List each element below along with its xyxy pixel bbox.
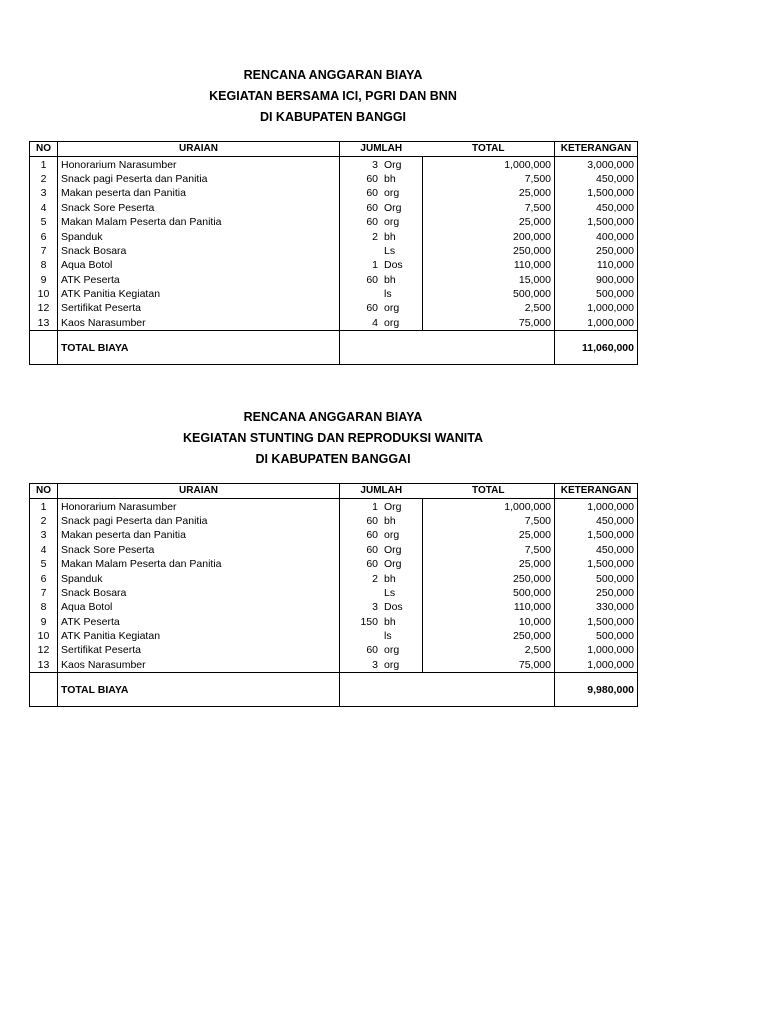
total-value: 9,980,000 bbox=[555, 673, 638, 707]
row-total: 110,000 bbox=[555, 258, 638, 272]
row-description: ATK Panitia Kegiatan bbox=[58, 629, 340, 643]
row-total: 1,500,000 bbox=[555, 615, 638, 629]
row-quantity bbox=[340, 287, 423, 301]
row-description: Makan peserta dan Panitia bbox=[58, 186, 340, 200]
row-number: 5 bbox=[30, 557, 58, 571]
total-label: TOTAL BIAYA bbox=[58, 331, 340, 365]
row-unit-price: 7,500 bbox=[423, 543, 555, 557]
row-total: 1,500,000 bbox=[555, 186, 638, 200]
row-unit: bh bbox=[384, 273, 396, 286]
row-quantity-value: 3 bbox=[372, 158, 378, 171]
row-unit-price: 110,000 bbox=[423, 600, 555, 614]
row-unit-price: 250,000 bbox=[423, 571, 555, 585]
header-total: TOTAL bbox=[423, 142, 555, 157]
row-unit: Org bbox=[384, 201, 402, 214]
row-total: 1,500,000 bbox=[555, 528, 638, 542]
header-jumlah: JUMLAH bbox=[340, 142, 423, 157]
header-no: NO bbox=[30, 484, 58, 499]
title-line-2: KEGIATAN STUNTING DAN REPRODUKSI WANITA bbox=[183, 431, 483, 445]
row-quantity-value: 60 bbox=[366, 529, 378, 542]
header-total: TOTAL bbox=[423, 484, 555, 499]
table-row bbox=[30, 157, 638, 172]
row-unit: org bbox=[384, 644, 400, 657]
row-description: Spanduk bbox=[58, 229, 340, 243]
row-number: 7 bbox=[30, 244, 58, 258]
row-description: Sertifikat Peserta bbox=[58, 301, 340, 315]
row-quantity bbox=[340, 157, 423, 172]
row-number: 10 bbox=[30, 287, 58, 301]
row-description: Kaos Narasumber bbox=[58, 658, 340, 673]
table-row bbox=[30, 499, 638, 514]
title-line-3: DI KABUPATEN BANGGAI bbox=[255, 452, 411, 466]
row-quantity-value: 2 bbox=[372, 230, 378, 243]
table-row bbox=[30, 186, 638, 200]
row-quantity-value: 1 bbox=[372, 259, 378, 272]
row-quantity bbox=[340, 629, 423, 643]
row-total: 450,000 bbox=[555, 543, 638, 557]
row-quantity-value: 60 bbox=[366, 273, 378, 286]
row-number: 9 bbox=[30, 615, 58, 629]
row-description: ATK Panitia Kegiatan bbox=[58, 287, 340, 301]
table-row bbox=[30, 571, 638, 585]
row-unit-price: 7,500 bbox=[423, 514, 555, 528]
row-number: 13 bbox=[30, 316, 58, 331]
row-unit-price: 200,000 bbox=[423, 229, 555, 243]
header-keterangan: KETERANGAN bbox=[555, 142, 638, 157]
row-number: 12 bbox=[30, 643, 58, 657]
total-value: 11,060,000 bbox=[555, 331, 638, 365]
header-keterangan: KETERANGAN bbox=[555, 484, 638, 499]
table-row bbox=[30, 301, 638, 315]
row-unit-price: 110,000 bbox=[423, 258, 555, 272]
row-quantity bbox=[340, 201, 423, 215]
table-row bbox=[30, 615, 638, 629]
row-quantity-value: 60 bbox=[366, 302, 378, 315]
row-unit: ls bbox=[384, 288, 392, 301]
table-row bbox=[30, 229, 638, 243]
row-quantity bbox=[340, 316, 423, 331]
table-row bbox=[30, 543, 638, 557]
budget-table bbox=[29, 483, 638, 707]
row-unit-price: 250,000 bbox=[423, 244, 555, 258]
total-row bbox=[30, 331, 638, 365]
row-total: 400,000 bbox=[555, 229, 638, 243]
row-description: Honorarium Narasumber bbox=[58, 157, 340, 172]
header-uraian: URAIAN bbox=[58, 484, 340, 499]
title-line-3: DI KABUPATEN BANGGI bbox=[259, 110, 407, 124]
row-unit-price: 25,000 bbox=[423, 528, 555, 542]
row-quantity-value: 1 bbox=[372, 500, 378, 513]
row-total: 500,000 bbox=[555, 571, 638, 585]
row-unit: Dos bbox=[384, 601, 403, 614]
row-quantity-value: 60 bbox=[366, 172, 378, 185]
row-description: Makan Malam Peserta dan Panitia bbox=[58, 215, 340, 229]
row-quantity bbox=[340, 514, 423, 528]
row-number: 10 bbox=[30, 629, 58, 643]
budget-section-1 bbox=[29, 65, 637, 365]
row-number: 6 bbox=[30, 229, 58, 243]
row-total: 450,000 bbox=[555, 514, 638, 528]
row-unit: org bbox=[384, 316, 400, 329]
row-number: 8 bbox=[30, 258, 58, 272]
row-unit: ls bbox=[384, 630, 392, 643]
table-header-row bbox=[30, 142, 638, 157]
row-unit-price: 500,000 bbox=[423, 287, 555, 301]
total-row bbox=[30, 673, 638, 707]
row-total: 450,000 bbox=[555, 201, 638, 215]
row-unit: Org bbox=[384, 500, 402, 513]
row-unit: Org bbox=[384, 158, 402, 171]
row-description: Aqua Botol bbox=[58, 600, 340, 614]
row-quantity bbox=[340, 586, 423, 600]
row-quantity bbox=[340, 528, 423, 542]
row-total: 1,000,000 bbox=[555, 301, 638, 315]
budget-table bbox=[29, 141, 638, 365]
row-number: 2 bbox=[30, 514, 58, 528]
row-unit-price: 10,000 bbox=[423, 615, 555, 629]
row-total: 500,000 bbox=[555, 629, 638, 643]
row-description: Makan peserta dan Panitia bbox=[58, 528, 340, 542]
row-quantity bbox=[340, 186, 423, 200]
row-quantity bbox=[340, 301, 423, 315]
row-total: 250,000 bbox=[555, 244, 638, 258]
row-unit-price: 2,500 bbox=[423, 301, 555, 315]
title-line-1: RENCANA ANGGARAN BIAYA bbox=[243, 68, 423, 82]
row-unit-price: 75,000 bbox=[423, 658, 555, 673]
table-row bbox=[30, 586, 638, 600]
row-description: Makan Malam Peserta dan Panitia bbox=[58, 557, 340, 571]
row-number: 12 bbox=[30, 301, 58, 315]
row-number: 2 bbox=[30, 172, 58, 186]
row-unit-price: 75,000 bbox=[423, 316, 555, 331]
row-unit-price: 500,000 bbox=[423, 586, 555, 600]
table-row bbox=[30, 629, 638, 643]
row-unit-price: 15,000 bbox=[423, 273, 555, 287]
row-total: 330,000 bbox=[555, 600, 638, 614]
table-row bbox=[30, 658, 638, 673]
row-total: 1,000,000 bbox=[555, 643, 638, 657]
table-header-row bbox=[30, 484, 638, 499]
total-row-blank bbox=[30, 331, 58, 365]
row-quantity bbox=[340, 215, 423, 229]
document-title bbox=[29, 407, 637, 470]
row-description: ATK Peserta bbox=[58, 615, 340, 629]
table-row bbox=[30, 287, 638, 301]
row-quantity-value: 3 bbox=[372, 658, 378, 671]
row-unit: bh bbox=[384, 514, 396, 527]
row-quantity bbox=[340, 600, 423, 614]
row-unit-price: 7,500 bbox=[423, 201, 555, 215]
row-number: 1 bbox=[30, 499, 58, 514]
row-quantity bbox=[340, 273, 423, 287]
row-quantity-value: 60 bbox=[366, 216, 378, 229]
row-unit: Ls bbox=[384, 244, 396, 257]
row-total: 3,000,000 bbox=[555, 157, 638, 172]
total-row-blank bbox=[340, 673, 555, 707]
row-quantity bbox=[340, 258, 423, 272]
row-unit: org bbox=[384, 658, 400, 671]
header-no: NO bbox=[30, 142, 58, 157]
row-number: 3 bbox=[30, 186, 58, 200]
row-unit: Org bbox=[384, 558, 402, 571]
table-row bbox=[30, 258, 638, 272]
row-unit: bh bbox=[384, 230, 396, 243]
row-total: 1,500,000 bbox=[555, 557, 638, 571]
row-quantity-value: 60 bbox=[366, 558, 378, 571]
row-unit: bh bbox=[384, 572, 396, 585]
row-unit: org bbox=[384, 216, 400, 229]
row-quantity-value: 60 bbox=[366, 514, 378, 527]
row-quantity-value: 3 bbox=[372, 601, 378, 614]
row-description: Aqua Botol bbox=[58, 258, 340, 272]
row-total: 500,000 bbox=[555, 287, 638, 301]
table-row bbox=[30, 600, 638, 614]
table-row bbox=[30, 316, 638, 331]
row-number: 7 bbox=[30, 586, 58, 600]
row-unit-price: 7,500 bbox=[423, 172, 555, 186]
row-unit: bh bbox=[384, 615, 396, 628]
row-number: 5 bbox=[30, 215, 58, 229]
row-unit-price: 25,000 bbox=[423, 557, 555, 571]
row-quantity-value: 2 bbox=[372, 572, 378, 585]
row-number: 3 bbox=[30, 528, 58, 542]
table-row bbox=[30, 557, 638, 571]
row-number: 1 bbox=[30, 157, 58, 172]
row-unit-price: 2,500 bbox=[423, 643, 555, 657]
table-row bbox=[30, 643, 638, 657]
table-row bbox=[30, 273, 638, 287]
row-unit-price: 25,000 bbox=[423, 215, 555, 229]
row-total: 1,500,000 bbox=[555, 215, 638, 229]
row-unit: Dos bbox=[384, 259, 403, 272]
row-quantity-value: 4 bbox=[372, 316, 378, 329]
row-total: 1,000,000 bbox=[555, 316, 638, 331]
row-quantity bbox=[340, 557, 423, 571]
table-row bbox=[30, 528, 638, 542]
row-description: Snack pagi Peserta dan Panitia bbox=[58, 514, 340, 528]
row-total: 1,000,000 bbox=[555, 658, 638, 673]
row-description: Honorarium Narasumber bbox=[58, 499, 340, 514]
row-quantity-value: 60 bbox=[366, 187, 378, 200]
row-description: Snack Sore Peserta bbox=[58, 543, 340, 557]
row-unit: Ls bbox=[384, 586, 396, 599]
row-description: Snack Bosara bbox=[58, 244, 340, 258]
row-number: 4 bbox=[30, 201, 58, 215]
row-total: 900,000 bbox=[555, 273, 638, 287]
row-description: Snack Bosara bbox=[58, 586, 340, 600]
row-unit-price: 1,000,000 bbox=[423, 157, 555, 172]
row-total: 450,000 bbox=[555, 172, 638, 186]
row-description: Kaos Narasumber bbox=[58, 316, 340, 331]
row-quantity-value: 60 bbox=[366, 201, 378, 214]
table-row bbox=[30, 201, 638, 215]
row-quantity-value: 150 bbox=[360, 615, 378, 628]
row-unit-price: 1,000,000 bbox=[423, 499, 555, 514]
row-number: 13 bbox=[30, 658, 58, 673]
row-quantity bbox=[340, 244, 423, 258]
table-row bbox=[30, 172, 638, 186]
row-unit: org bbox=[384, 187, 400, 200]
row-unit: org bbox=[384, 529, 400, 542]
table-row bbox=[30, 215, 638, 229]
row-quantity bbox=[340, 229, 423, 243]
row-number: 6 bbox=[30, 571, 58, 585]
row-quantity bbox=[340, 543, 423, 557]
row-unit-price: 25,000 bbox=[423, 186, 555, 200]
header-jumlah: JUMLAH bbox=[340, 484, 423, 499]
row-description: Spanduk bbox=[58, 571, 340, 585]
row-unit-price: 250,000 bbox=[423, 629, 555, 643]
row-quantity bbox=[340, 172, 423, 186]
row-quantity bbox=[340, 643, 423, 657]
total-row-blank bbox=[30, 673, 58, 707]
budget-section-2 bbox=[29, 407, 637, 707]
row-number: 9 bbox=[30, 273, 58, 287]
row-quantity bbox=[340, 571, 423, 585]
row-description: Snack Sore Peserta bbox=[58, 201, 340, 215]
row-unit: Org bbox=[384, 543, 402, 556]
document-title bbox=[29, 65, 637, 128]
row-unit: bh bbox=[384, 172, 396, 185]
row-description: Snack pagi Peserta dan Panitia bbox=[58, 172, 340, 186]
row-number: 8 bbox=[30, 600, 58, 614]
row-description: ATK Peserta bbox=[58, 273, 340, 287]
table-row bbox=[30, 244, 638, 258]
row-total: 250,000 bbox=[555, 586, 638, 600]
title-line-1: RENCANA ANGGARAN BIAYA bbox=[243, 410, 423, 424]
row-total: 1,000,000 bbox=[555, 499, 638, 514]
row-quantity-value: 60 bbox=[366, 543, 378, 556]
table-row bbox=[30, 514, 638, 528]
total-label: TOTAL BIAYA bbox=[58, 673, 340, 707]
title-line-2: KEGIATAN BERSAMA ICI, PGRI DAN BNN bbox=[209, 89, 457, 103]
row-number: 4 bbox=[30, 543, 58, 557]
total-row-blank bbox=[340, 331, 555, 365]
row-quantity-value: 60 bbox=[366, 644, 378, 657]
row-description: Sertifikat Peserta bbox=[58, 643, 340, 657]
header-uraian: URAIAN bbox=[58, 142, 340, 157]
row-quantity bbox=[340, 658, 423, 673]
row-quantity bbox=[340, 615, 423, 629]
row-unit: org bbox=[384, 302, 400, 315]
row-quantity bbox=[340, 499, 423, 514]
